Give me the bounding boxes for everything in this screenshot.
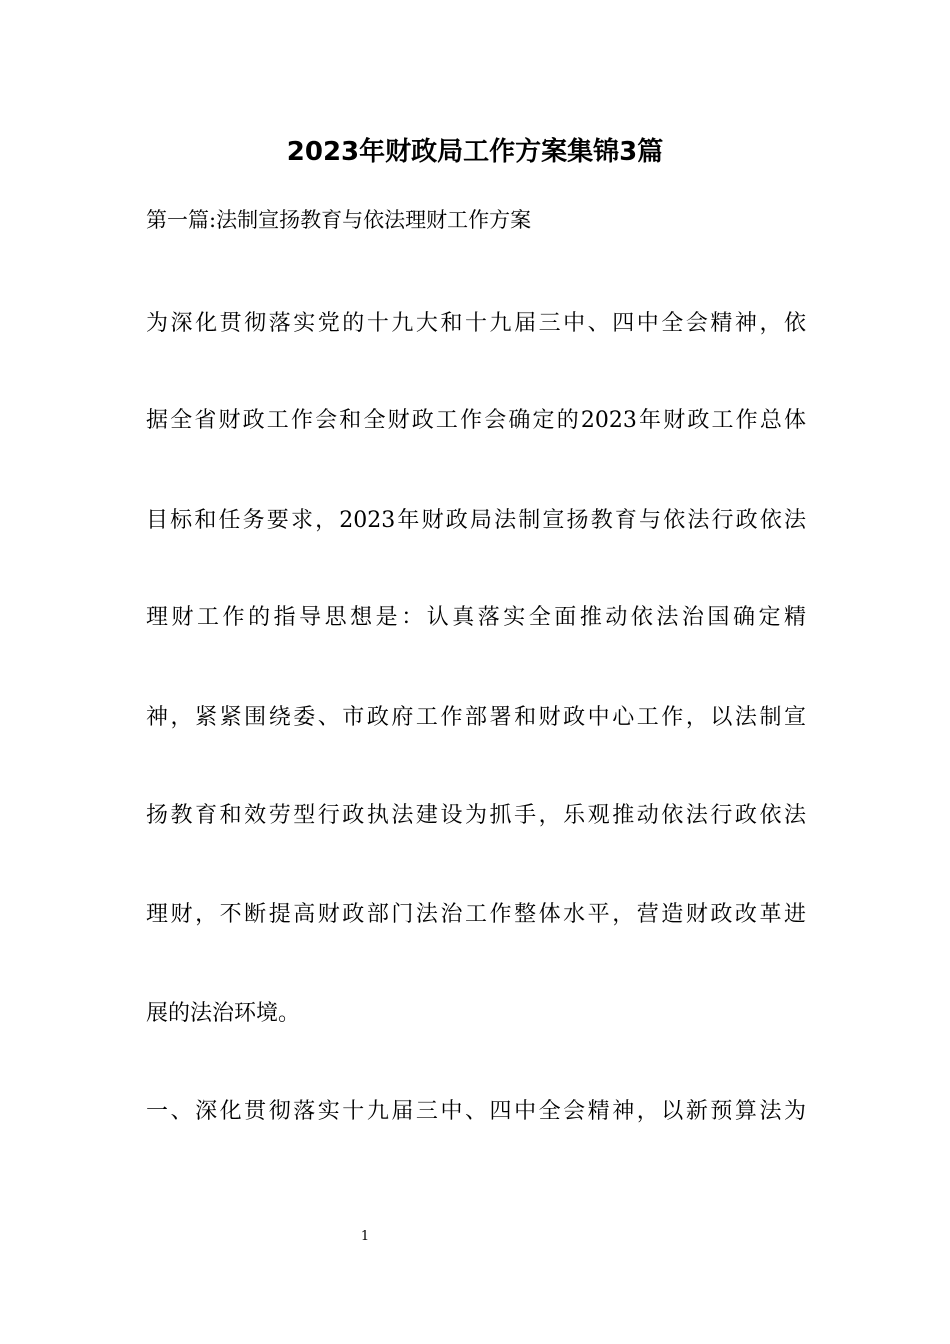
- paragraph-line: 目标和任务要求，2023年财政局法制宣扬教育与依法行政依法: [146, 508, 806, 533]
- paragraph-line: 为深化贯彻落实党的十九大和十九届三中、四中全会精神，依: [146, 311, 806, 336]
- paragraph-line: 据全省财政工作会和全财政工作会确定的2023年财政工作总体: [146, 408, 806, 433]
- paragraph-line: 神，紧紧围绕委、市政府工作部署和财政中心工作，以法制宣: [146, 705, 806, 730]
- page-number: 1: [360, 1229, 370, 1244]
- paragraph-line: 扬教育和效劳型行政执法建设为抓手，乐观推动依法行政依法: [146, 803, 806, 828]
- paragraph-line: 理财工作的指导思想是：认真落实全面推动依法治国确定精: [146, 605, 806, 630]
- section-heading: 第一篇:法制宣扬教育与依法理财工作方案: [146, 208, 532, 232]
- paragraph-line: 理财，不断提高财政部门法治工作整体水平，营造财政改革进: [146, 902, 806, 927]
- document-title: 2023年财政局工作方案集锦3篇: [286, 137, 664, 167]
- paragraph-line: 一、深化贯彻落实十九届三中、四中全会精神，以新预算法为: [146, 1099, 806, 1124]
- paragraph-line: 展的法治环境。: [146, 1001, 301, 1026]
